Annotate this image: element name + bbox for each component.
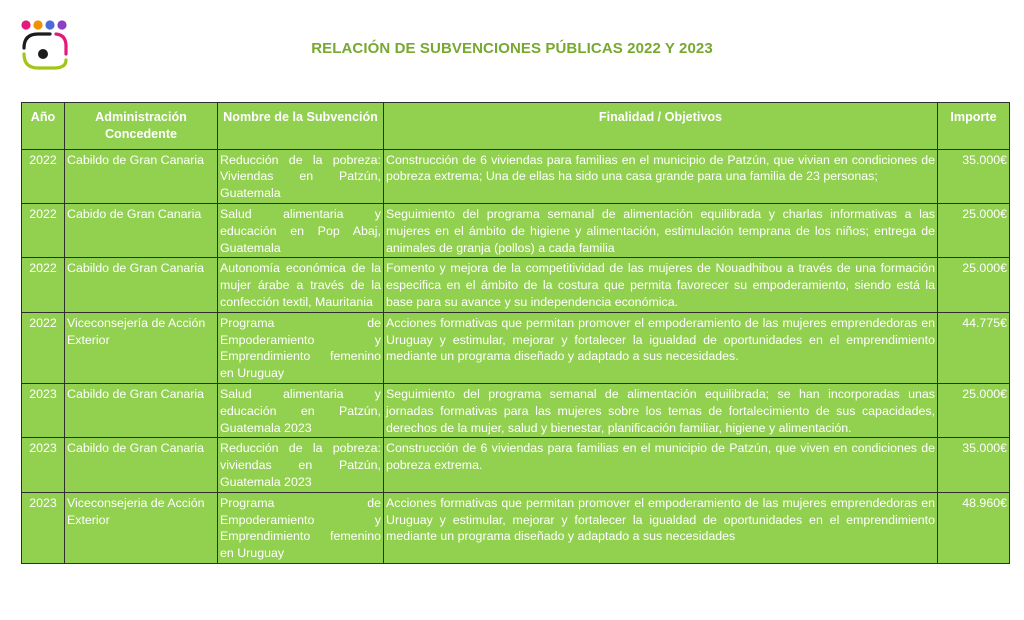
- administration-cell: Viceconsejería de Acción Exterior: [65, 312, 218, 383]
- column-header-name: Nombre de la Subvención: [218, 103, 384, 150]
- amount-cell: 25.000€: [938, 383, 1010, 437]
- administration-cell: Cabildo de Gran Canaria: [65, 149, 218, 203]
- amount-cell: 48.960€: [938, 492, 1010, 563]
- administration-cell: Cabildo de Gran Canaria: [65, 258, 218, 312]
- column-header-administration: Administración Concedente: [65, 103, 218, 150]
- table-row: [22, 149, 1010, 203]
- table-row: [22, 203, 1010, 257]
- year-cell: 2022: [22, 312, 65, 383]
- logo-dot: [45, 20, 54, 29]
- logo-dot: [57, 20, 66, 29]
- purpose-cell: Acciones formativas que permitan promover el empoderamiento de las mujeres emprendedoras en Uruguay y estimular, mejorar y fortalecer la igualdad de oportunidades en el emprendimiento mediante un programa diseñado y adaptado a sus necesidades: [384, 492, 938, 563]
- amount-cell: 25.000€: [938, 258, 1010, 312]
- column-header-amount: Importe: [938, 103, 1010, 150]
- administration-cell: Viceconsejeria de Acción Exterior: [65, 492, 218, 563]
- amount-cell: 25.000€: [938, 203, 1010, 257]
- subsidy-name-cell: Reducción de la pobreza: Viviendas en Patzún, Guatemala: [218, 149, 384, 203]
- administration-cell: Cabildo de Gran Canaria: [65, 383, 218, 437]
- subsidy-name-cell: Autonomía económica de la mujer árabe a través de la confección textil, Mauritania: [218, 258, 384, 312]
- year-cell: 2022: [22, 149, 65, 203]
- column-header-purpose: Finalidad / Objetivos: [384, 103, 938, 150]
- table-row: [22, 258, 1010, 312]
- administration-cell: Cabildo de Gran Canaria: [65, 438, 218, 492]
- table-row: [22, 312, 1010, 383]
- table-row: [22, 438, 1010, 492]
- subsidy-name-cell: Salud alimentaria y educación en Pop Abaj, Guatemala: [218, 203, 384, 257]
- subsidies-table: [21, 102, 1010, 564]
- purpose-cell: Seguimiento del programa semanal de alimentación equilibrada y charlas informativas a las mujeres en el ámbito de higiene y alimentación, estimulación temprana de los niños; entrega de animales de granja (pollos) a cada familia: [384, 203, 938, 257]
- year-cell: 2022: [22, 203, 65, 257]
- table-body: [22, 149, 1010, 563]
- purpose-cell: Construcción de 6 viviendas para familias en el municipio de Patzún, que vivian en condiciones de pobreza extrema; Una de ellas ha sido una casa grande para una familia de 23 personas;: [384, 149, 938, 203]
- subsidy-name-cell: Programa de Empoderamiento y Emprendimiento femenino en Uruguay: [218, 312, 384, 383]
- page-title: RELACIÓN DE SUBVENCIONES PÚBLICAS 2022 Y 2023: [311, 40, 713, 57]
- administration-cell: Cabido de Gran Canaria: [65, 203, 218, 257]
- subsidy-name-cell: Salud alimentaria y educación en Patzún, Guatemala 2023: [218, 383, 384, 437]
- year-cell: 2023: [22, 438, 65, 492]
- subsidy-name-cell: Programa de Empoderamiento y Emprendimiento femenino en Uruguay: [218, 492, 384, 563]
- year-cell: 2023: [22, 492, 65, 563]
- table-row: [22, 492, 1010, 563]
- table-header-row: [22, 103, 1010, 150]
- purpose-cell: Construcción de 6 viviendas para familias en el municipio de Patzún, que viven en condiciones de pobreza extrema.: [384, 438, 938, 492]
- amount-cell: 35.000€: [938, 149, 1010, 203]
- logo-dot: [21, 20, 30, 29]
- year-cell: 2023: [22, 383, 65, 437]
- purpose-cell: Fomento y mejora de la competitividad de las mujeres de Nouadhibou a través de una formación especifica en el ámbito de la costura que permita favorecer su empoderamiento, siendo está la base para su avance y su independencia económica.: [384, 258, 938, 312]
- year-cell: 2022: [22, 258, 65, 312]
- column-header-year: Año: [22, 103, 65, 150]
- purpose-cell: Seguimiento del programa semanal de alimentación equilibrada; se han incorporadas unas jornadas formativas para las mujeres sobre los temas de fortalecimiento de sus capacidades, derechos de la mujer, salud y bienestar, planificación familiar, higiene y alimentación.: [384, 383, 938, 437]
- amount-cell: 35.000€: [938, 438, 1010, 492]
- purpose-cell: Acciones formativas que permitan promover el empoderamiento de las mujeres emprendedoras en Uruguay y estimular, mejorar y fortalecer la igualdad de oportunidades en el emprendimiento mediante un programa diseñado y adaptado a sus necesidades.: [384, 312, 938, 383]
- amount-cell: 44.775€: [938, 312, 1010, 383]
- table-row: [22, 383, 1010, 437]
- logo-dot: [33, 20, 42, 29]
- subsidy-name-cell: Reducción de la pobreza: viviendas en Patzún, Guatemala 2023: [218, 438, 384, 492]
